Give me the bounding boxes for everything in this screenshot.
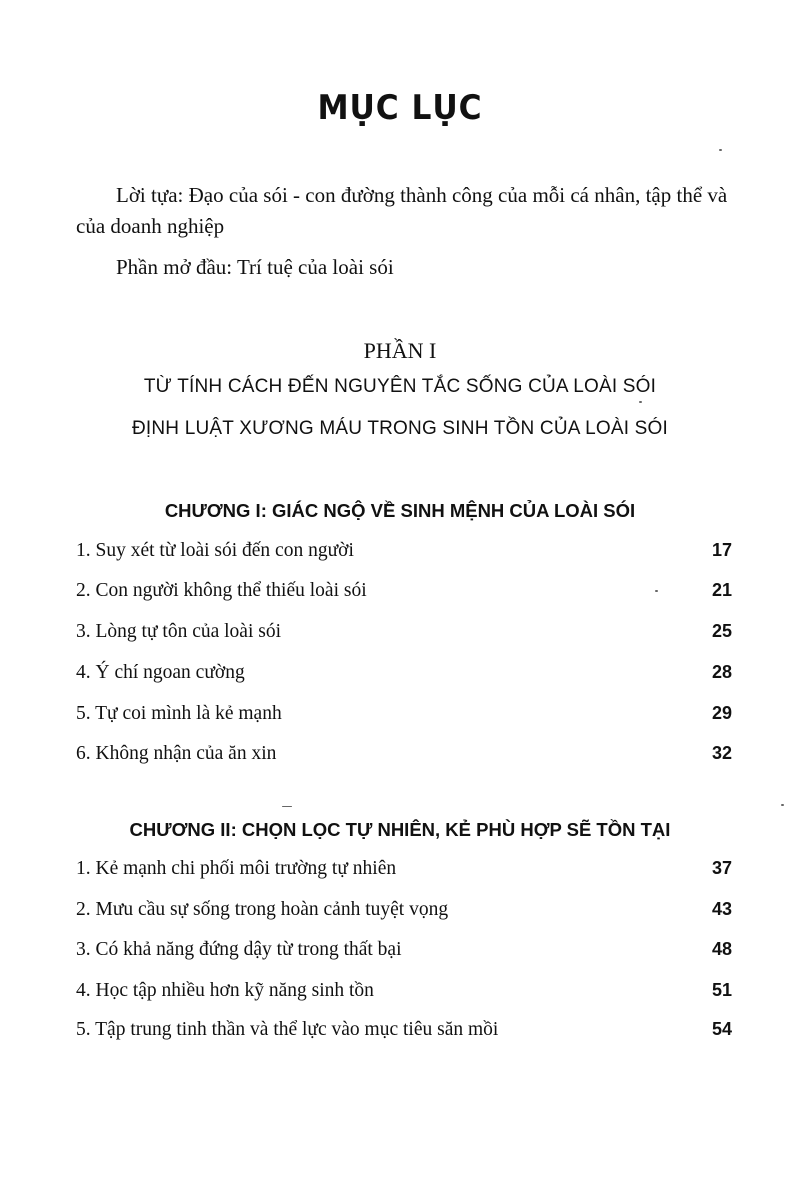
toc-entry-text: 2. Con người không thể thiếu loài sói xyxy=(76,580,367,601)
toc-entry-text: 2. Mưu cầu sự sống trong hoàn cảnh tuyệt vọng xyxy=(76,899,449,920)
toc-page-number: 37 xyxy=(711,858,732,878)
toc-row[interactable] xyxy=(76,743,732,771)
toc-entry-text: 4. Học tập nhiều hơn kỹ năng sinh tồn xyxy=(76,980,374,1001)
toc-row[interactable] xyxy=(76,621,732,649)
toc-page-number: 43 xyxy=(711,899,732,919)
toc-page-number: 32 xyxy=(711,743,732,763)
part-subtitle-1: TỪ TÍNH CÁCH ĐẾN NGUYÊN TẮC SỐNG CỦA LOÀI SÓI xyxy=(143,376,657,397)
toc-entry-text: 3. Lòng tự tôn của loài sói xyxy=(76,621,281,642)
toc-entry-text: 5. Tự coi mình là kẻ mạnh xyxy=(76,703,282,724)
toc-page-number: 25 xyxy=(711,621,732,641)
part-label: PHẦN I xyxy=(363,338,437,363)
toc-row[interactable] xyxy=(76,540,732,568)
toc-page-number: 54 xyxy=(711,1019,732,1039)
toc-entry-text: 6. Không nhận của ăn xin xyxy=(76,743,277,764)
toc-page-number: 17 xyxy=(711,540,732,560)
toc-page-number: 51 xyxy=(711,980,732,1000)
scan-speck xyxy=(655,590,658,592)
preface-entry: Lời tựa: Đạo của sói - con đường thành công của mỗi cá nhân, tập thể và của doanh nghiệp xyxy=(76,183,728,238)
toc-page-number: 28 xyxy=(711,662,732,682)
scan-speck xyxy=(781,804,784,806)
toc-row[interactable] xyxy=(76,580,732,608)
chapter-2-title: CHƯƠNG II: CHỌN LỌC TỰ NHIÊN, KẺ PHÙ HỢP SẼ TỒN TẠI xyxy=(129,819,671,840)
toc-row[interactable] xyxy=(76,980,732,1008)
toc-page-number: 21 xyxy=(711,580,732,600)
toc-entry-text: 4. Ý chí ngoan cường xyxy=(76,662,245,683)
toc-row[interactable] xyxy=(76,858,732,886)
scan-speck xyxy=(719,149,722,151)
part-subtitle-2: ĐỊNH LUẬT XƯƠNG MÁU TRONG SINH TỒN CỦA LOÀI SÓI xyxy=(131,418,668,439)
scan-speck xyxy=(639,401,642,403)
toc-entry-text: 5. Tập trung tinh thần và thể lực vào mục tiêu săn mồi xyxy=(76,1019,499,1040)
toc-row[interactable] xyxy=(76,1019,732,1047)
toc-entry-text: 3. Có khả năng đứng dậy từ trong thất bại xyxy=(76,939,402,960)
toc-entry-text: 1. Kẻ mạnh chi phối môi trường tự nhiên xyxy=(76,858,397,879)
toc-row[interactable] xyxy=(76,662,732,690)
toc-row[interactable] xyxy=(76,703,732,731)
toc-entry-text: 1. Suy xét từ loài sói đến con người xyxy=(76,540,354,561)
chapter-1-title: CHƯƠNG I: GIÁC NGỘ VỀ SINH MỆNH CỦA LOÀI SÓI xyxy=(164,500,636,521)
toc-row[interactable] xyxy=(76,939,732,967)
toc-row[interactable] xyxy=(76,899,732,927)
page-title: MỤC LỤC xyxy=(317,88,483,128)
toc-page-number: 48 xyxy=(711,939,732,959)
toc-page-number: 29 xyxy=(711,703,732,723)
intro-entry: Phần mở đầu: Trí tuệ của loài sói xyxy=(116,255,394,279)
scan-speck xyxy=(282,806,292,807)
